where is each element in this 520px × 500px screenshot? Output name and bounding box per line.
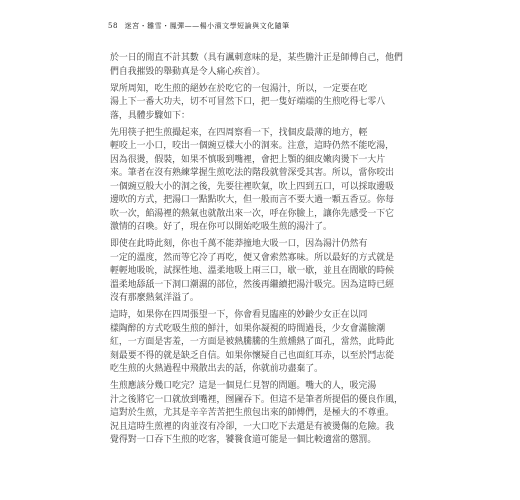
text-line: 一個豌豆般大小的洞之後，先要往裡吹氣，吹上四到五口，可以採取邊吸	[110, 181, 394, 192]
text-line: 來。筆者在沒有熟練掌握生煎吃法的階段就曾深受其害。所以，當你咬出	[110, 168, 394, 179]
text-line: 樣陶醉的方式吃吸生煎的鮮汁，如果你凝視的時間過長，少女會滿臉潮	[110, 323, 386, 334]
text-line: 邊吹的方式，把湯口一點點吹大，但一般而言不要大過一顆五香豆。你每	[110, 195, 394, 206]
text-line: 汁之後將它一口就放到嘴裡，囫圇吞下。但這不是筆者所提倡的優良作風，	[110, 394, 403, 405]
paragraph	[110, 238, 417, 306]
text-line: 落，具體步驟如下：	[110, 110, 190, 121]
text-line: 吹一次，餡湯裡的熱氣也就散出來一次，呼在你臉上，讓你先感受一下它	[110, 208, 394, 219]
text-line: 生煎應該分幾口吃完？這是一個見仁見智的問題。嘴大的人，吸完湯	[110, 381, 377, 392]
paragraph	[110, 83, 417, 124]
page-number: 58	[108, 22, 118, 30]
text-line: 輕輕地吸吮，試探性地、溫柔地吸上兩三口，歇一歇，並且在間歇的時候	[110, 266, 394, 277]
text-line: 刻最要不得的就是缺乏自信。如果你懷疑自己也面紅耳赤，以至於鬥志從	[110, 350, 394, 361]
text-line: 況且這時生煎裡的肉並沒有冷卻，一大口吃下去還是有被燙傷的危險。我	[110, 421, 394, 432]
text-line: 吃生煎的火熱過程中飛散出去的話，你就前功盡棄了。	[110, 364, 323, 375]
text-line: 沒有那麼熱氣洋溢了。	[110, 293, 199, 304]
text-line: 這對於生煎，尤其是辛辛苦苦把生煎包出來的師傅們，是極大的不尊重。	[110, 408, 394, 419]
paragraph	[110, 52, 417, 79]
text-line: 這時，如果你在四周張望一下，你會看見臨座的妙齡少女正在以同	[110, 310, 368, 321]
text-line: 溫柔地舔舐一下洞口潮濕的部位，然後再繼續把湯汁吸完。因為這時已經	[110, 279, 394, 290]
text-line: 先用筷子把生煎撮起來，在四周察看一下，找個皮最薄的地方，輕	[110, 127, 368, 138]
paragraph	[110, 380, 417, 448]
text-line: 即使在此時此刻，你也千萬不能莽撞地大吸一口，因為湯汁仍然有	[110, 239, 368, 250]
text-line: 們自我摧毀的舉動真是令人痛心疾首）。	[110, 66, 266, 77]
text-line: 輕咬上一小口，咬出一個豌豆樣大小的洞來。注意，這時仍然不能吃湯，	[110, 141, 394, 152]
text-line: 激情的召喚。好了，現在你可以開始吃吸生煎的湯汁了。	[110, 222, 332, 233]
text-line: 湯上下一番大功夫，切不可冒然下口，把一隻好端端的生煎吃得七零八	[110, 97, 386, 108]
text-line: 因為很燙，假裝，如果不慎吸到嘴裡，會把上顎的細皮嫩肉燙下一大片	[110, 154, 386, 165]
running-title: 迷宮・雛雪・鳳彈——楊小濱文學短論與文化隨筆	[124, 22, 290, 30]
text-line: 於一日的閒直不計其數（具有諷刺意味的是，某些膽汁正是師傅自己，他們	[110, 53, 403, 63]
text-line: 覺得對一口吞下生煎的吃客，饕餮食道可能是一個比較適當的懲罰。	[110, 435, 377, 446]
text-line: 眾所周知，吃生煎的絕妙在於吃它的一包湯汁，所以，一定要在吃	[110, 83, 368, 94]
text-line: 紅，一方面是害羞，一方面是被熱騰騰的生煎燻熱了面孔，當然，此時此	[110, 337, 394, 348]
text-line: 一定的溫度，然而等它冷了再吃，便又會索然寡味。所以最好的方式就是	[110, 252, 394, 263]
paragraph	[110, 127, 417, 235]
paragraph	[110, 309, 417, 377]
body-text	[110, 52, 417, 448]
page-header	[108, 21, 290, 31]
